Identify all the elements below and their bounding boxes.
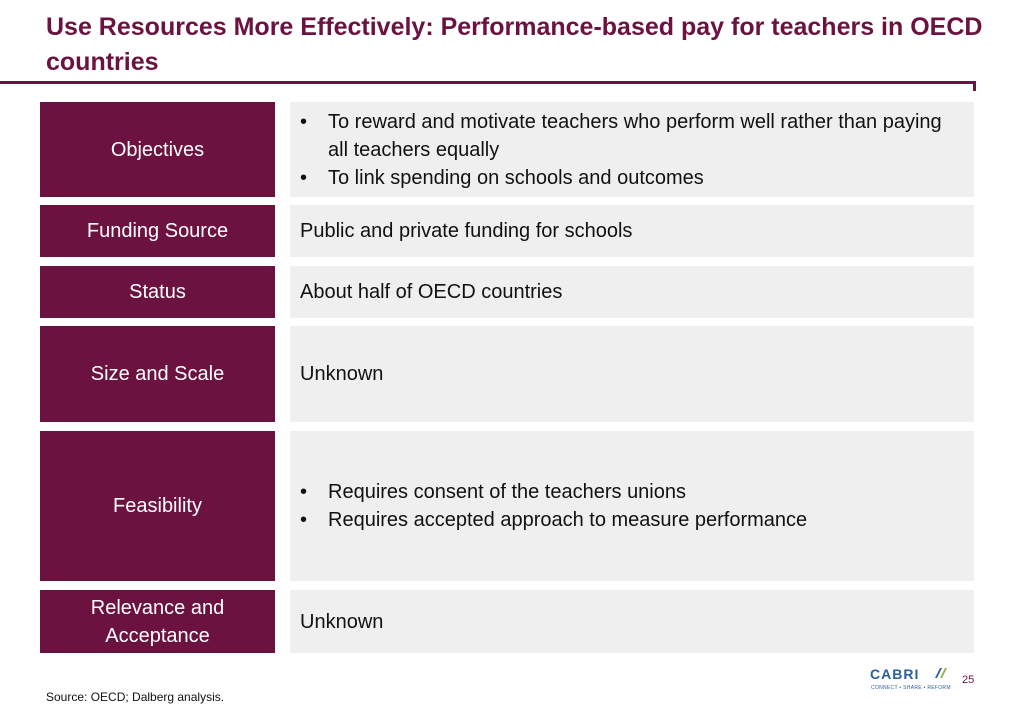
logo-tagline: CONNECT • SHARE • REFORM	[871, 685, 951, 691]
list-item	[300, 108, 964, 164]
list-item-text: Requires accepted approach to measure performance	[328, 509, 808, 531]
row-content-feasibility	[290, 431, 974, 581]
feasibility-list	[300, 478, 807, 534]
row-label-relevance-and-acceptance: Relevance and Acceptance	[40, 590, 275, 653]
logo-wordmark: CABRI	[870, 666, 920, 682]
row-content-objectives	[290, 102, 974, 197]
list-item-text: To link spending on schools and outcomes	[328, 166, 704, 189]
slide-title: Use Resources More Effectively: Performance-based pay for teachers in OECD countries	[46, 13, 983, 76]
row-text: Unknown	[300, 610, 384, 633]
source-note: Source: OECD; Dalberg analysis.	[46, 690, 225, 704]
page-number: 25	[962, 674, 975, 686]
row-text: About half of OECD countries	[300, 281, 563, 303]
bullet-icon: •	[300, 166, 308, 189]
row-content-funding-source	[290, 205, 974, 257]
row-label-feasibility: Feasibility	[40, 431, 275, 581]
objectives-list	[300, 108, 964, 192]
row-content-size-and-scale	[290, 326, 974, 422]
bullet-icon: •	[300, 110, 308, 133]
title-underline-end	[973, 81, 976, 91]
list-item-text: Requires consent of the teachers unions	[328, 481, 686, 503]
row-content-status	[290, 266, 974, 318]
leaf-icon	[934, 667, 947, 679]
list-item	[300, 478, 807, 506]
row-label-objectives: Objectives	[40, 102, 275, 197]
list-item	[300, 506, 807, 534]
row-label-status: Status	[40, 266, 275, 318]
row-label-size-and-scale: Size and Scale	[40, 326, 275, 422]
row-label-funding-source: Funding Source	[40, 205, 275, 257]
title-underline	[0, 81, 976, 84]
row-content-relevance-and-acceptance	[290, 590, 974, 653]
bullet-icon: •	[300, 509, 308, 531]
cabri-logo	[870, 666, 950, 694]
list-item	[300, 164, 964, 192]
bullet-icon: •	[300, 481, 308, 503]
row-text: Public and private funding for schools	[300, 220, 633, 242]
list-item-text: To reward and motivate teachers who perform well rather than paying all teachers equally	[328, 110, 942, 161]
row-text: Unknown	[300, 363, 384, 385]
